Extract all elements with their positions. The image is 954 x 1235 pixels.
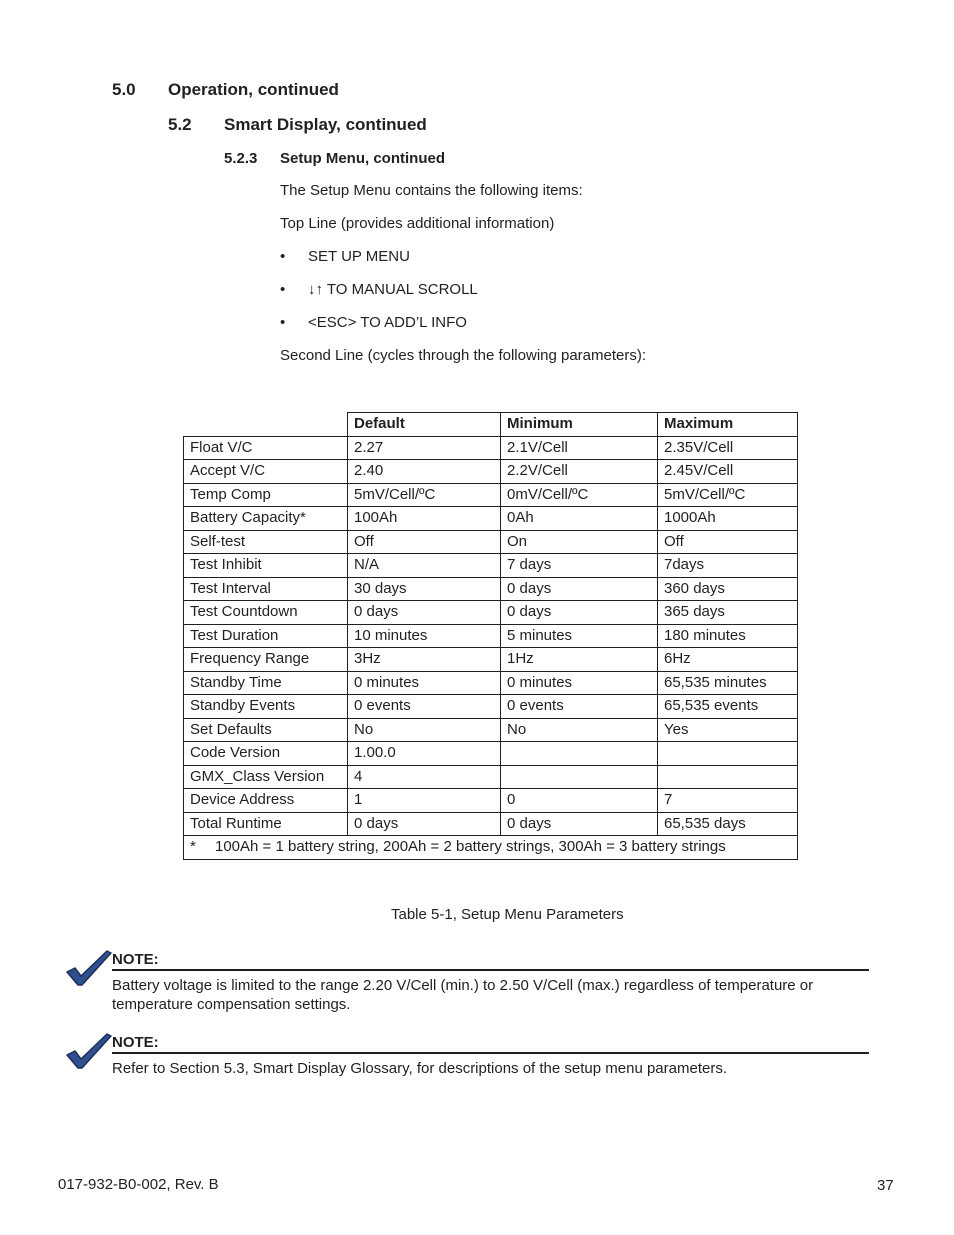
minimum-value-cell: 0 events	[501, 695, 658, 719]
table-row	[184, 648, 798, 672]
note-divider	[112, 1052, 869, 1054]
maximum-value-cell: 65,535 events	[658, 695, 798, 719]
minimum-value-cell: No	[501, 718, 658, 742]
default-value-cell: 0 days	[348, 812, 501, 836]
bullet-item: <ESC> TO ADD’L INFO	[308, 314, 467, 331]
document-number: 017-932-B0-002, Rev. B	[58, 1176, 219, 1193]
note-text: Refer to Section 5.3, Smart Display Glossary, for descriptions of the setup menu parameters.	[112, 1060, 727, 1077]
page-number: 37	[877, 1177, 894, 1194]
maximum-value-cell: 1000Ah	[658, 507, 798, 531]
default-value-cell: 1.00.0	[348, 742, 501, 766]
minimum-value-cell: 0 days	[501, 577, 658, 601]
default-value-cell: 0 minutes	[348, 671, 501, 695]
param-name-cell: Float V/C	[184, 436, 348, 460]
maximum-value-cell: 2.35V/Cell	[658, 436, 798, 460]
default-value-cell: 0 events	[348, 695, 501, 719]
table-row	[184, 671, 798, 695]
minimum-value-cell: 0mV/Cell/ºC	[501, 483, 658, 507]
default-value-cell: 30 days	[348, 577, 501, 601]
minimum-value-cell: 0 days	[501, 601, 658, 625]
maximum-value-cell	[658, 742, 798, 766]
table-header-minimum: Minimum	[501, 413, 658, 437]
footnote-asterisk: *	[190, 838, 196, 856]
maximum-value-cell: 7days	[658, 554, 798, 578]
param-name-cell: Device Address	[184, 789, 348, 813]
table-row	[184, 577, 798, 601]
setup-parameters-table	[183, 412, 798, 860]
minimum-value-cell	[501, 765, 658, 789]
section-title: Operation, continued	[168, 80, 339, 99]
table-row	[184, 460, 798, 484]
minimum-value-cell: 1Hz	[501, 648, 658, 672]
param-name-cell: Total Runtime	[184, 812, 348, 836]
table-footnote	[184, 836, 798, 860]
minimum-value-cell: 2.2V/Cell	[501, 460, 658, 484]
minimum-value-cell: 0 minutes	[501, 671, 658, 695]
table-header-row	[184, 413, 798, 437]
default-value-cell: 2.27	[348, 436, 501, 460]
param-name-cell: Code Version	[184, 742, 348, 766]
maximum-value-cell	[658, 765, 798, 789]
bullet-item: ↓↑ TO MANUAL SCROLL	[308, 281, 478, 298]
table-row	[184, 601, 798, 625]
minimum-value-cell: 7 days	[501, 554, 658, 578]
param-name-cell: Test Countdown	[184, 601, 348, 625]
top-line-text: Top Line (provides additional information)	[280, 215, 555, 232]
table-row	[184, 812, 798, 836]
param-name-cell: Battery Capacity*	[184, 507, 348, 531]
param-name-cell: Standby Events	[184, 695, 348, 719]
param-name-cell: Frequency Range	[184, 648, 348, 672]
minimum-value-cell: 2.1V/Cell	[501, 436, 658, 460]
table-row	[184, 436, 798, 460]
default-value-cell: 4	[348, 765, 501, 789]
param-name-cell: Standby Time	[184, 671, 348, 695]
footnote-text: 100Ah = 1 battery string, 200Ah = 2 battery strings, 300Ah = 3 battery strings	[215, 838, 726, 856]
table-header-blank	[184, 413, 348, 437]
minimum-value-cell	[501, 742, 658, 766]
table-row	[184, 765, 798, 789]
checkmark-icon	[64, 1031, 112, 1071]
table-header-default: Default	[348, 413, 501, 437]
minimum-value-cell: 0 days	[501, 812, 658, 836]
param-name-cell: Test Inhibit	[184, 554, 348, 578]
minimum-value-cell: 5 minutes	[501, 624, 658, 648]
note-label: NOTE:	[112, 951, 159, 968]
bullet-dot: •	[280, 314, 286, 331]
param-name-cell: Test Interval	[184, 577, 348, 601]
note-label: NOTE:	[112, 1034, 159, 1051]
maximum-value-cell: 360 days	[658, 577, 798, 601]
intro-text: The Setup Menu contains the following items:	[280, 182, 583, 199]
maximum-value-cell: 6Hz	[658, 648, 798, 672]
param-name-cell: Test Duration	[184, 624, 348, 648]
default-value-cell: Off	[348, 530, 501, 554]
default-value-cell: N/A	[348, 554, 501, 578]
param-name-cell: GMX_Class Version	[184, 765, 348, 789]
table-row	[184, 554, 798, 578]
minimum-value-cell: On	[501, 530, 658, 554]
bullet-dot: •	[280, 248, 286, 265]
bullet-dot: •	[280, 281, 286, 298]
table-row	[184, 530, 798, 554]
bullet-item: SET UP MENU	[308, 248, 410, 265]
table-row	[184, 695, 798, 719]
default-value-cell: 0 days	[348, 601, 501, 625]
minimum-value-cell: 0Ah	[501, 507, 658, 531]
table-row	[184, 483, 798, 507]
maximum-value-cell: Off	[658, 530, 798, 554]
param-name-cell: Set Defaults	[184, 718, 348, 742]
default-value-cell: 3Hz	[348, 648, 501, 672]
table-row	[184, 742, 798, 766]
minimum-value-cell: 0	[501, 789, 658, 813]
table-row	[184, 624, 798, 648]
note-text: Battery voltage is limited to the range 2.20 V/Cell (min.) to 2.50 V/Cell (max.) regardless of temperature or temperature compensation settings.	[112, 977, 814, 1013]
maximum-value-cell: 5mV/Cell/ºC	[658, 483, 798, 507]
table-header-maximum: Maximum	[658, 413, 798, 437]
table-caption: Table 5-1, Setup Menu Parameters	[391, 906, 624, 923]
default-value-cell: 2.40	[348, 460, 501, 484]
default-value-cell: 100Ah	[348, 507, 501, 531]
maximum-value-cell: 7	[658, 789, 798, 813]
param-name-cell: Self-test	[184, 530, 348, 554]
second-line-text: Second Line (cycles through the following parameters):	[280, 347, 647, 364]
subsection-number: 5.2	[168, 115, 192, 134]
table-row	[184, 789, 798, 813]
table-row	[184, 507, 798, 531]
subsubsection-title: Setup Menu, continued	[280, 150, 445, 167]
checkmark-icon	[64, 948, 112, 988]
section-number: 5.0	[112, 80, 136, 99]
param-name-cell: Accept V/C	[184, 460, 348, 484]
maximum-value-cell: 2.45V/Cell	[658, 460, 798, 484]
default-value-cell: 5mV/Cell/ºC	[348, 483, 501, 507]
default-value-cell: No	[348, 718, 501, 742]
maximum-value-cell: 65,535 minutes	[658, 671, 798, 695]
subsection-title: Smart Display, continued	[224, 115, 427, 134]
table-row	[184, 718, 798, 742]
maximum-value-cell: 180 minutes	[658, 624, 798, 648]
param-name-cell: Temp Comp	[184, 483, 348, 507]
maximum-value-cell: 365 days	[658, 601, 798, 625]
table-footnote-row	[184, 836, 798, 860]
note-divider	[112, 969, 869, 971]
maximum-value-cell: Yes	[658, 718, 798, 742]
default-value-cell: 1	[348, 789, 501, 813]
maximum-value-cell: 65,535 days	[658, 812, 798, 836]
subsubsection-number: 5.2.3	[224, 150, 258, 167]
default-value-cell: 10 minutes	[348, 624, 501, 648]
